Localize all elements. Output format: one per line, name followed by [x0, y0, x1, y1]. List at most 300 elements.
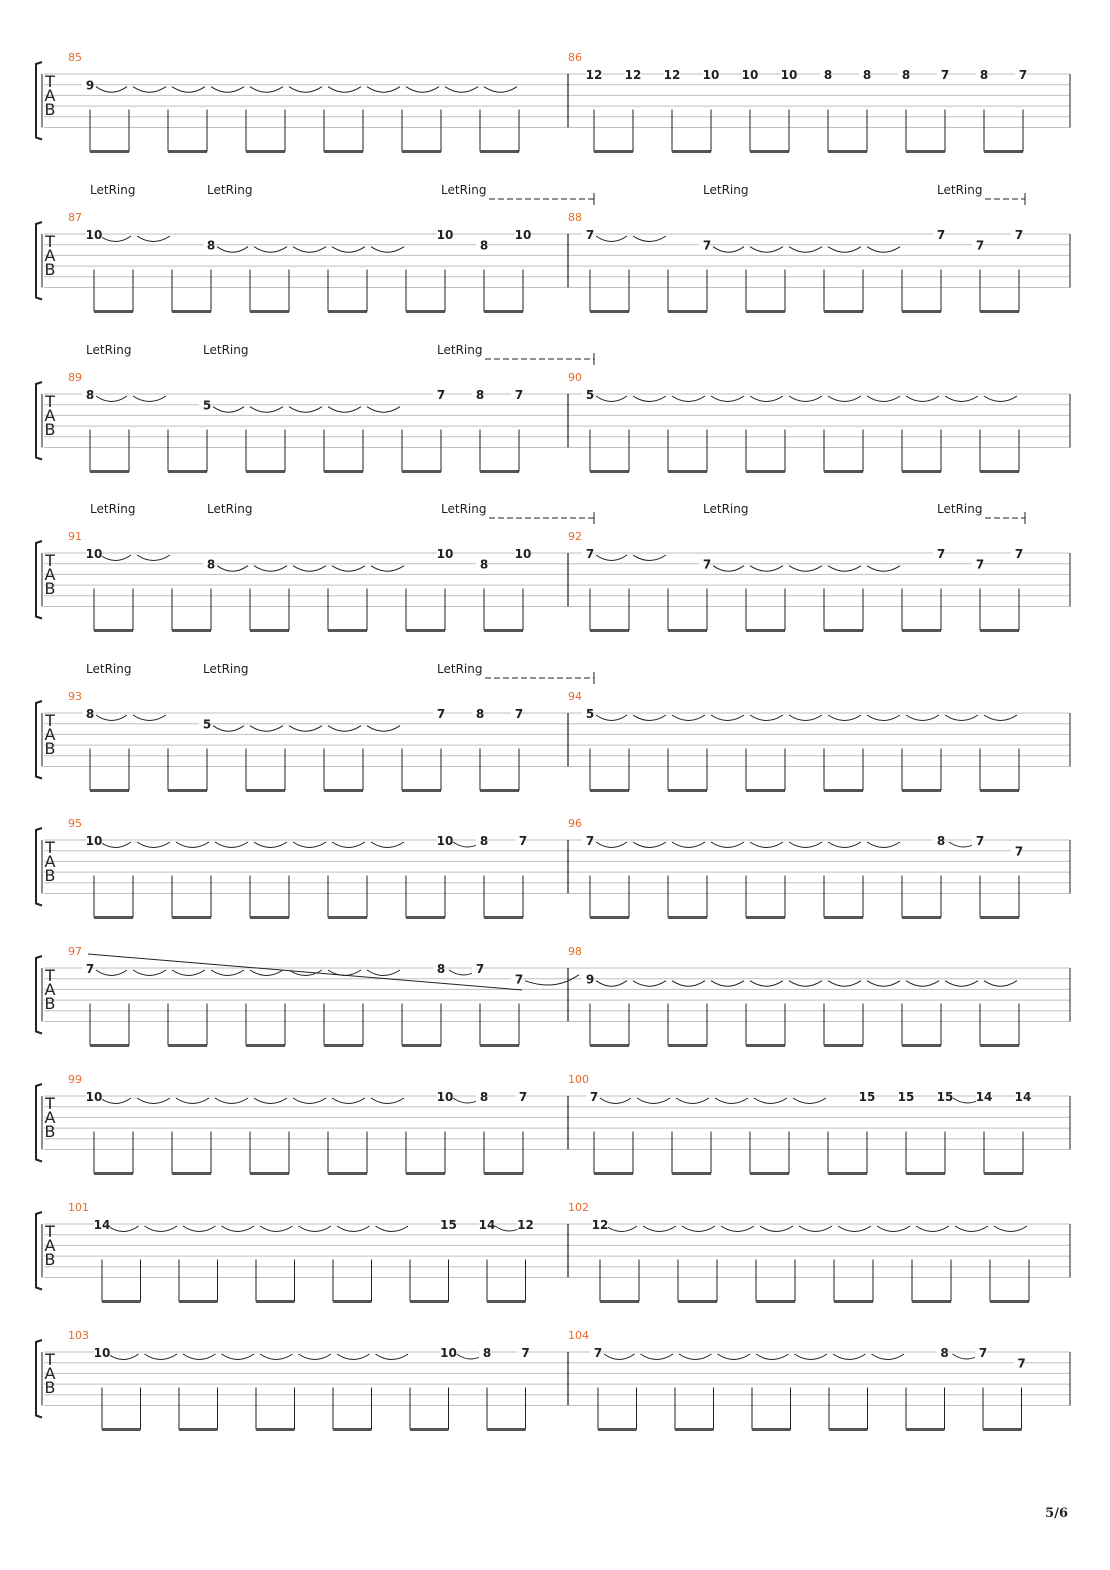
tie-arc	[328, 87, 361, 93]
fret-number: 7	[978, 1346, 988, 1360]
tab-clef-letter: B	[44, 579, 56, 598]
tie-arc	[137, 236, 170, 242]
tie-arc	[838, 1226, 871, 1232]
measure-number: 102	[568, 1201, 589, 1214]
tie-arc	[299, 1354, 332, 1360]
fret-number: 12	[624, 68, 642, 82]
fret-number: 12	[663, 68, 681, 82]
tie-arc	[96, 396, 127, 402]
tie-arc	[994, 1226, 1027, 1232]
fret-number: 7	[518, 834, 528, 848]
tie-arc	[789, 396, 822, 402]
fret-number: 10	[436, 547, 454, 561]
fret-number: 10	[436, 228, 454, 242]
tab-clef-letter: T	[45, 711, 55, 730]
tab-clef-letter: A	[44, 980, 56, 999]
fret-number: 10	[85, 1090, 103, 1104]
tie-arc	[145, 1354, 178, 1360]
staff-system	[36, 672, 1070, 791]
slide-line	[85, 954, 522, 990]
fret-number: 14	[478, 1218, 496, 1232]
fret-number: 7	[940, 68, 950, 82]
tie-arc	[137, 1098, 170, 1104]
tie-arc	[682, 1226, 715, 1232]
tie-arc	[254, 566, 287, 572]
tie-arc	[643, 1226, 676, 1232]
tie-arc	[137, 842, 170, 848]
measure-number: 91	[68, 530, 82, 543]
tab-clef-letter: T	[45, 72, 55, 91]
tie-arc	[789, 715, 822, 721]
fret-number: 9	[85, 78, 95, 93]
tie-arc	[172, 970, 205, 976]
fret-number: 10	[514, 547, 532, 561]
tie-arc	[260, 1226, 293, 1232]
tab-clef-letter: A	[44, 1364, 56, 1383]
tie-arc	[984, 715, 1017, 721]
tie-arc	[789, 247, 822, 253]
fret-number: 10	[436, 1090, 454, 1104]
tie-arc	[867, 566, 900, 572]
tie-arc	[183, 1354, 216, 1360]
tie-arc	[376, 1226, 409, 1232]
tie-arc	[133, 970, 166, 976]
let-ring-label: LetRing	[937, 502, 983, 516]
tie-arc	[367, 407, 400, 413]
tie-arc	[828, 396, 861, 402]
staff-system	[36, 954, 1070, 1046]
tie-arc	[713, 566, 744, 572]
tie-arc	[596, 555, 627, 561]
tab-clef-letter: A	[44, 852, 56, 871]
tie-arc	[328, 726, 361, 732]
tie-arc	[711, 396, 744, 402]
staff-system	[36, 828, 1070, 918]
fret-number: 8	[823, 68, 833, 82]
tie-arc	[108, 1226, 139, 1232]
tie-arc	[108, 1354, 139, 1360]
measure-number: 98	[568, 945, 582, 958]
tie-arc	[606, 1226, 637, 1232]
tie-arc	[215, 1098, 248, 1104]
fret-number: 8	[479, 1090, 489, 1104]
tie-arc	[867, 396, 900, 402]
fret-number: 15	[897, 1090, 915, 1104]
fret-number: 7	[1017, 1356, 1026, 1371]
tie-arc	[332, 247, 365, 253]
let-ring-label: LetRing	[203, 662, 249, 676]
tie-arc	[596, 981, 627, 987]
staff-system	[36, 512, 1070, 631]
tie-arc	[789, 981, 822, 987]
fret-number: 7	[521, 1346, 530, 1360]
tie-arc	[828, 842, 861, 848]
tie-arc	[793, 1098, 826, 1104]
fret-number: 8	[436, 962, 446, 976]
tie-arc	[721, 1226, 754, 1232]
tie-arc	[828, 566, 861, 572]
let-ring-label: LetRing	[207, 183, 253, 197]
tie-arc	[100, 555, 131, 561]
tie-arc	[984, 981, 1017, 987]
tie-arc	[337, 1226, 370, 1232]
staff-system	[36, 193, 1070, 312]
tie-arc	[676, 1098, 709, 1104]
tie-arc	[222, 1354, 255, 1360]
measure-number: 88	[568, 211, 582, 224]
tie-arc	[100, 842, 131, 848]
fret-number: 12	[585, 68, 603, 82]
tie-arc	[254, 247, 287, 253]
tie-arc	[633, 715, 666, 721]
tab-clef-letter: A	[44, 86, 56, 105]
fret-number: 8	[479, 557, 489, 572]
tie-arc	[96, 715, 127, 721]
tie-arc	[332, 1098, 365, 1104]
tie-arc	[289, 726, 322, 732]
tab-clef-letter: T	[45, 1222, 55, 1241]
tie-arc	[367, 87, 400, 93]
fret-number: 7	[1018, 68, 1028, 82]
tie-arc	[133, 715, 166, 721]
tie-arc	[711, 981, 744, 987]
tie-arc	[367, 726, 400, 732]
tie-arc	[754, 1098, 787, 1104]
staff-system	[36, 1212, 1070, 1302]
fret-number: 7	[475, 962, 485, 976]
tab-clef-letter: B	[44, 1250, 56, 1269]
tie-arc	[750, 981, 783, 987]
system-bracket	[36, 62, 42, 140]
tie-arc	[250, 407, 283, 413]
tie-arc	[100, 236, 131, 242]
tie-arc	[211, 87, 244, 93]
system-bracket	[36, 382, 42, 460]
fret-number: 8	[206, 557, 216, 572]
tie-arc	[293, 247, 326, 253]
tie-arc	[828, 715, 861, 721]
let-ring-label: LetRing	[90, 502, 136, 516]
tie-arc	[906, 981, 939, 987]
tie-arc	[371, 566, 404, 572]
tie-arc	[760, 1226, 793, 1232]
tie-arc	[756, 1354, 789, 1360]
tie-arc	[100, 1098, 131, 1104]
fret-number: 8	[475, 388, 485, 402]
tie-arc	[406, 87, 439, 93]
let-ring-label: LetRing	[441, 502, 487, 516]
tie-arc	[596, 236, 627, 242]
fret-number: 5	[585, 388, 595, 402]
tab-clef-letter: A	[44, 565, 56, 584]
tie-arc	[867, 247, 900, 253]
tab-clef-letter: A	[44, 725, 56, 744]
let-ring-label: LetRing	[207, 502, 253, 516]
fret-number: 10	[85, 547, 103, 561]
fret-number: 7	[85, 962, 95, 976]
measure-number: 96	[568, 817, 582, 830]
tie-arc	[679, 1354, 712, 1360]
tie-arc	[371, 842, 404, 848]
tie-arc	[604, 1354, 635, 1360]
fret-number: 12	[591, 1218, 609, 1232]
let-ring-label: LetRing	[703, 183, 749, 197]
measure-number: 92	[568, 530, 582, 543]
fret-number: 10	[440, 1346, 457, 1360]
fret-number: 10	[741, 68, 759, 82]
fret-number: 8	[475, 707, 485, 721]
measure-number: 101	[68, 1201, 89, 1214]
fret-number: 10	[436, 834, 454, 848]
fret-number: 15	[936, 1090, 954, 1104]
tie-arc	[596, 396, 627, 402]
tab-clef-letter: B	[44, 100, 56, 119]
tie-arc	[750, 715, 783, 721]
fret-number: 7	[514, 388, 524, 402]
tie-arc	[906, 715, 939, 721]
tie-arc	[867, 981, 900, 987]
measure-number: 94	[568, 690, 582, 703]
fret-number: 8	[936, 834, 946, 848]
tie-arc	[332, 842, 365, 848]
fret-number: 7	[975, 557, 985, 572]
fret-number: 12	[517, 1218, 534, 1232]
fret-number: 7	[589, 1090, 599, 1104]
staff-system	[36, 62, 1070, 152]
tie-arc	[289, 87, 322, 93]
tie-arc	[637, 1098, 670, 1104]
fret-number: 7	[436, 707, 446, 721]
fret-number: 8	[479, 238, 489, 253]
system-bracket	[36, 1340, 42, 1418]
fret-number: 7	[514, 707, 524, 721]
tie-arc	[916, 1226, 949, 1232]
tab-clef-letter: A	[44, 1108, 56, 1127]
fret-number: 8	[901, 68, 911, 82]
fret-number: 8	[979, 68, 989, 82]
fret-number: 8	[862, 68, 872, 82]
tab-clef-letter: T	[45, 838, 55, 857]
tie-arc	[955, 1226, 988, 1232]
measure-number: 104	[568, 1329, 589, 1342]
measure-number: 99	[68, 1073, 82, 1086]
fret-number: 7	[975, 238, 985, 253]
tab-clef-letter: T	[45, 966, 55, 985]
measure-number: 93	[68, 690, 82, 703]
tie-arc	[367, 970, 400, 976]
fret-number: 10	[514, 228, 532, 242]
tie-arc	[133, 396, 166, 402]
tie-arc	[211, 970, 244, 976]
tie-arc	[633, 236, 666, 242]
fret-number: 7	[593, 1346, 603, 1360]
tie-arc	[371, 247, 404, 253]
tie-arc	[217, 247, 248, 253]
tie-arc	[600, 1098, 631, 1104]
tie-arc	[867, 715, 900, 721]
fret-number: 14	[1014, 1090, 1032, 1104]
system-bracket	[36, 1212, 42, 1290]
tie-arc	[254, 842, 287, 848]
system-bracket	[36, 1084, 42, 1162]
system-bracket	[36, 541, 42, 619]
staff-system	[36, 353, 1070, 472]
measure-number: 86	[568, 51, 582, 64]
fret-number: 8	[206, 238, 216, 253]
tie-arc	[371, 1098, 404, 1104]
tie-arc	[833, 1354, 866, 1360]
fret-number: 10	[85, 834, 103, 848]
tie-arc	[176, 842, 209, 848]
fret-number: 7	[436, 388, 446, 402]
tie-arc	[672, 715, 705, 721]
tie-arc	[984, 396, 1017, 402]
let-ring-label: LetRing	[437, 662, 483, 676]
tie-arc	[332, 566, 365, 572]
tie-arc	[596, 842, 627, 848]
tie-arc	[213, 726, 244, 732]
tie-arc	[145, 1226, 178, 1232]
tie-arc	[795, 1354, 828, 1360]
tie-arc	[828, 247, 861, 253]
tab-clef-letter: A	[44, 1236, 56, 1255]
fret-number: 14	[975, 1090, 993, 1104]
tie-arc	[789, 566, 822, 572]
tie-arc	[718, 1354, 751, 1360]
tie-arc	[906, 396, 939, 402]
tie-arc	[328, 407, 361, 413]
fret-number: 15	[858, 1090, 876, 1104]
tie-arc	[750, 396, 783, 402]
tie-arc	[750, 247, 783, 253]
measure-number: 100	[568, 1073, 589, 1086]
tab-clef-letter: A	[44, 246, 56, 265]
fret-number: 7	[975, 834, 985, 848]
tie-arc	[96, 970, 127, 976]
tie-arc	[299, 1226, 332, 1232]
tab-clef-letter: B	[44, 1122, 56, 1141]
measure-number: 95	[68, 817, 82, 830]
tie-arc	[713, 247, 744, 253]
tie-arc	[672, 396, 705, 402]
fret-number: 7	[702, 238, 712, 253]
tab-clef-letter: B	[44, 1378, 56, 1397]
let-ring-label: LetRing	[203, 343, 249, 357]
tie-arc	[828, 981, 861, 987]
tab-clef-letter: A	[44, 406, 56, 425]
fret-number: 14	[93, 1218, 111, 1232]
tie-arc	[633, 842, 666, 848]
system-bracket	[36, 701, 42, 779]
tie-arc	[293, 566, 326, 572]
tie-arc	[672, 842, 705, 848]
tie-arc	[867, 842, 900, 848]
measure-number: 89	[68, 371, 82, 384]
tie-arc	[789, 842, 822, 848]
tie-arc	[293, 1098, 326, 1104]
fret-number: 7	[1014, 228, 1024, 242]
system-bracket	[36, 956, 42, 1034]
tie-arc	[250, 726, 283, 732]
measure-number: 90	[568, 371, 582, 384]
fret-number: 7	[702, 557, 712, 572]
fret-number: 5	[585, 707, 595, 721]
measure-number: 103	[68, 1329, 89, 1342]
tie-arc	[376, 1354, 409, 1360]
tie-arc	[260, 1354, 293, 1360]
staff-system	[36, 1340, 1070, 1430]
fret-number: 10	[702, 68, 720, 82]
tab-clef-letter: B	[44, 739, 56, 758]
tie-arc	[877, 1226, 910, 1232]
tie-arc	[137, 555, 170, 561]
tie-arc	[217, 566, 248, 572]
tie-arc	[484, 87, 517, 93]
fret-number: 15	[440, 1218, 457, 1232]
tie-arc	[213, 407, 244, 413]
fret-number: 10	[85, 228, 103, 242]
system-bracket	[36, 222, 42, 300]
tab-clef-letter: B	[44, 994, 56, 1013]
fret-number: 8	[940, 1346, 949, 1360]
tie-arc	[750, 842, 783, 848]
tie-arc	[672, 981, 705, 987]
tie-arc	[133, 87, 166, 93]
fret-number: 7	[1014, 844, 1024, 859]
staff-system	[36, 1084, 1070, 1174]
tab-clef-letter: B	[44, 260, 56, 279]
fret-number: 5	[202, 398, 212, 413]
tie-arc	[254, 1098, 287, 1104]
tie-arc	[172, 87, 205, 93]
tie-arc	[293, 842, 326, 848]
tie-arc	[633, 396, 666, 402]
let-ring-label: LetRing	[90, 183, 136, 197]
tie-arc	[711, 715, 744, 721]
measure-number: 87	[68, 211, 82, 224]
page-number: 5/6	[1045, 1506, 1068, 1521]
tie-arc	[337, 1354, 370, 1360]
tie-arc	[799, 1226, 832, 1232]
tie-arc	[215, 842, 248, 848]
tie-arc	[183, 1226, 216, 1232]
tie-arc	[945, 981, 978, 987]
fret-number: 8	[85, 388, 95, 402]
tie-arc	[715, 1098, 748, 1104]
tab-clef-letter: T	[45, 1350, 55, 1369]
fret-number: 10	[93, 1346, 111, 1360]
fret-number: 5	[202, 717, 212, 732]
fret-number: 7	[1014, 547, 1024, 561]
tab-clef-letter: T	[45, 232, 55, 251]
let-ring-label: LetRing	[86, 662, 132, 676]
tie-arc	[525, 975, 579, 985]
fret-number: 7	[514, 972, 524, 987]
tab-clef-letter: B	[44, 420, 56, 439]
tie-arc	[250, 970, 283, 976]
tie-arc	[222, 1226, 255, 1232]
tie-arc	[250, 87, 283, 93]
tab-clef-letter: T	[45, 551, 55, 570]
tie-arc	[596, 715, 627, 721]
measure-number: 97	[68, 945, 82, 958]
tie-arc	[945, 396, 978, 402]
tie-arc	[176, 1098, 209, 1104]
system-bracket	[36, 828, 42, 906]
let-ring-label: LetRing	[437, 343, 483, 357]
tie-arc	[945, 715, 978, 721]
fret-number: 10	[780, 68, 798, 82]
